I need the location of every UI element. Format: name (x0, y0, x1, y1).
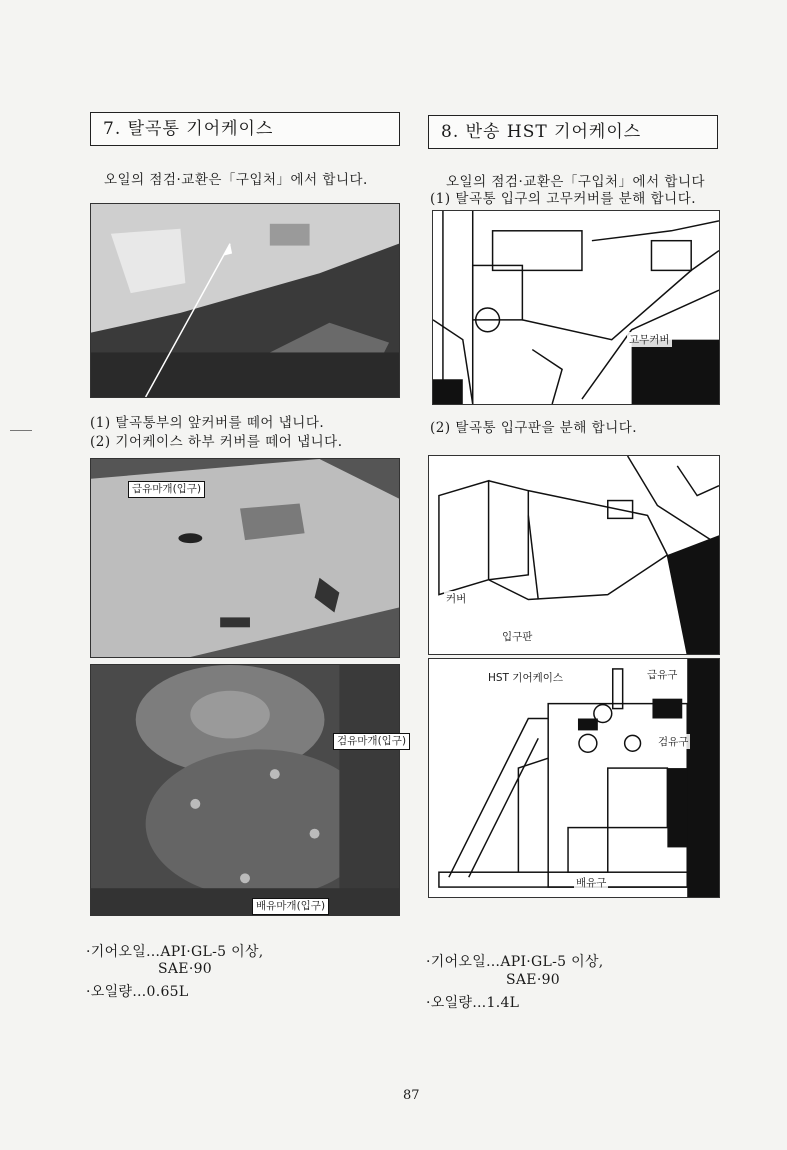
right-label-cover: 커버 (446, 593, 467, 605)
right-drawing-hst-gearcase (428, 658, 720, 898)
right-drawing-rubber-cover (432, 210, 720, 405)
page-number: 87 (403, 1088, 420, 1103)
right-drawing-inlet-plate (428, 455, 720, 655)
left-spec-sae: SAE·90 (158, 961, 212, 977)
left-label-fill-plug: 급유마개(입구) (128, 481, 205, 498)
left-intro: 오일의 점검·교환은「구입처」에서 합니다. (104, 172, 368, 188)
left-photo-front-cover (90, 203, 400, 398)
right-label-fill-port: 급유구 (647, 669, 678, 681)
right-label-hst-gearcase: HST 기어케이스 (488, 672, 564, 684)
right-step-1: (1) 탈곡통 입구의 고무커버를 분해 합니다. (430, 191, 697, 207)
right-spec-sae: SAE·90 (506, 972, 560, 988)
left-label-check-plug: 검유마개(입구) (333, 733, 410, 750)
right-label-check-port: 검유구 (658, 736, 689, 748)
right-intro: 오일의 점검·교환은「구입처」에서 합니다 (446, 174, 706, 190)
left-spec-oil: ·기어오일…API·GL-5 이상, (86, 944, 264, 960)
right-label-rubber-cover: 고무커버 (629, 334, 670, 346)
right-label-drain-port: 배유구 (576, 877, 607, 889)
left-section-title: 7. 탈곡통 기어케이스 (90, 112, 400, 146)
margin-mark (10, 430, 32, 431)
right-section-title: 8. 반송 HST 기어케이스 (428, 115, 718, 149)
left-step-2: (2) 기어케이스 하부 커버를 떼어 냅니다. (90, 434, 343, 450)
right-spec-oil: ·기어오일…API·GL-5 이상, (426, 954, 604, 970)
right-label-inlet-plate: 입구판 (502, 631, 533, 643)
left-spec-amount: ·오일량…0.65L (86, 984, 189, 1000)
right-step-2: (2) 탈곡통 입구판을 분해 합니다. (430, 420, 638, 436)
left-step-1: (1) 탈곡통부의 앞커버를 떼어 냅니다. (90, 415, 325, 431)
left-label-drain-plug: 배유마개(입구) (252, 898, 329, 915)
right-spec-amount: ·오일량…1.4L (426, 995, 520, 1011)
left-photo-gearcase-bottom (90, 664, 400, 916)
